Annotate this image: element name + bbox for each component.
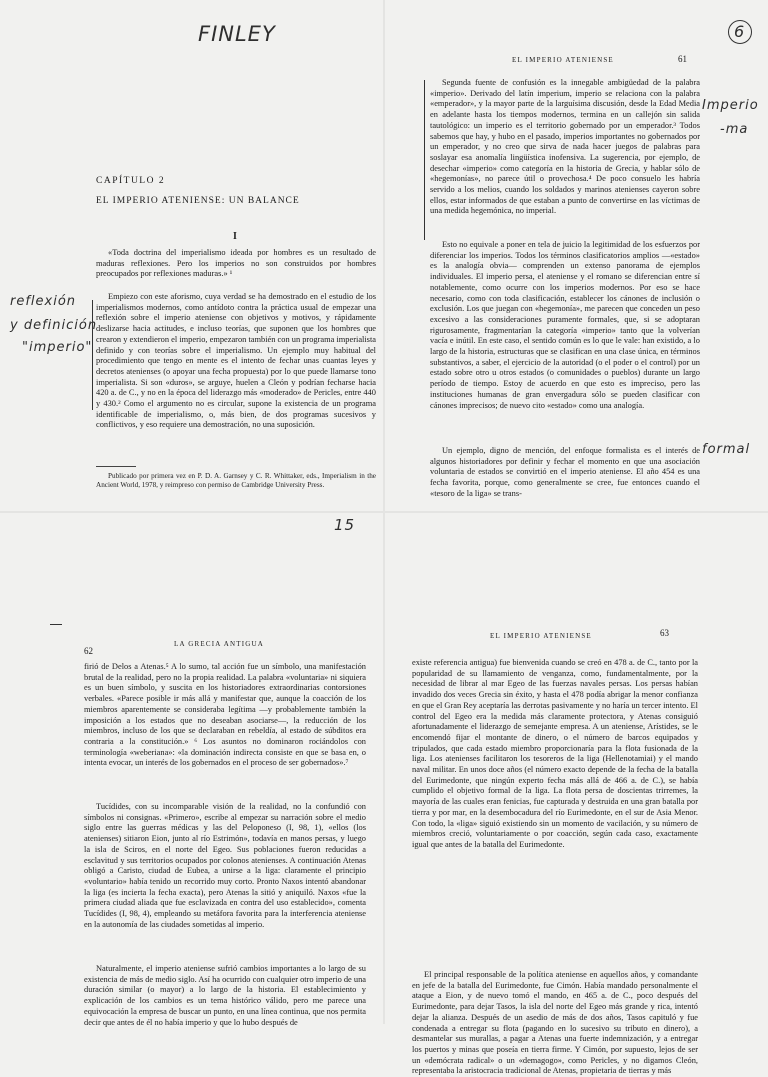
page-top-right: [334, 0, 768, 534]
handwritten-name: FINLEY: [198, 22, 276, 46]
page-number: 63: [660, 628, 669, 638]
paragraph-3: Un ejemplo, digno de mención, del enfoque formalista es el interés de algunos historiadores por definir y fechar el momento en que una asociación voluntaria de estados se convirtió en el imperio ateniense. El año 454 es una fecha favorita, porque, como generalmente se cree, fue entonces cuando el «tesoro de la liga» se trans-: [430, 446, 700, 498]
margin-note-1: reflexión: [10, 294, 77, 309]
margin-tick: [50, 624, 62, 625]
paragraph-body: Empiezo con este aforismo, cuya verdad se ha demostrado en el estudio de los imperialismos modernos, como antídoto contra la práctica usual de empezar una reflexión sobre el imperio ateniense con objetivos y motivos, y rápidamente deslizarse hacia actitudes, e incluso teorías, que suponen que los hombres que crearon y extendieron el imperio, empezaron también con un programa imperialista definido y con teorías sobre el imperialismo. Un ejemplo muy habitual del procedimiento que tengo en mente es el intento de fechar unas cuantas leyes y decretos atenienses (o apoyar una fecha propuesta) por lo que puede llamarse tono imperialista. Si son «duros», se arguye, huelen a Cleón y podrían fecharse hacia 420 a. de C., y no en la época del liderazgo más «moderado» de Pericles, entre 440 y 430.² Como el argumento no es circular, supone la existencia de un programa identificable de imperialismo, o, más bien, de dos programas sucesivos y conflictivos, y eso requiere una demostración, no una suposición.: [96, 292, 376, 430]
margin-bracket: [92, 300, 93, 410]
margin-bracket-right: [424, 80, 425, 240]
running-head: EL IMPERIO ATENIENSE: [490, 632, 592, 640]
paragraph-1: Segunda fuente de confusión es la innegable ambigüedad de la palabra «imperio». Derivado del latín imperium, imperio se relaciona con la palabra «emperador», y la mayor parte de la larguísima discusión, desde la Edad Media en adelante hasta los tiempos modernos, termina en un callejón sin salida tautológico: un imperio es el territorio gobernado por un emperador.³ Todos sabemos que hay, y hubo en el pasado, imperios importantes no gobernados por un emperador, y no creo que sirva de nada hacer juegos de palabras para soslayar esa anomalía lingüística inofensiva. La sugerencia, por ejemplo, de desechar «imperio» como categoría en la historia de Grecia, y hablar sólo de «hegemonías», no parece útil o provechosa.⁴ De poco consuelo les habría servido a los melios, cuando los soldados y marinos atenienses cayeron sobre ellos, estar informados de que estaban a punto de convertirse en las víctimas de una medida hegemónica, no imperial.: [430, 78, 700, 216]
margin-note-3: "imperio": [22, 340, 93, 355]
page-bottom-right: [384, 512, 768, 1076]
page-number: 61: [678, 54, 687, 64]
margin-note-2: y definición: [10, 318, 98, 333]
margin-note-right-2: -ma: [720, 122, 749, 137]
paragraph-1: firió de Delos a Atenas.⁵ A lo sumo, tal acción fue un símbolo, una manifestación brutal de la realidad, pero no la propia realidad. La palabra «voluntaria» ni siquiera es un buen símbolo, y suscita en los historiadores extraordinarias contorsiones verbales. «Parece posible ir más allá y manifestar que, aunque la coacción de los miembros aparentemente se consideraba legítima —y probablemente también la imposición a los estados que no deseaban asociarse—, la reducción de los miembros, incluso de los que se declaraban en rebeldía, al estado de súbditos era contraria a la constitución.» ⁶ Los asuntos no dominaron rociándolos con terminología «weberiana»: «la dominación indirecta consiste en que se basa en, o intenta evocar, un interés de los gobernados en el proceso de ser gobernados».⁷: [84, 662, 366, 768]
page-bottom-left: [0, 512, 384, 1027]
footnote: Publicado por primera vez en P. D. A. Garnsey y C. R. Whittaker, eds., Imperialism in the Ancient World, 1978, y reimpreso con permiso de Cambridge University Press.: [96, 472, 376, 489]
paragraph-2: Tucídides, con su incomparable visión de la realidad, no la confundió con símbolos ni consignas. «Primero», escribe al empezar su narración sobre el medio siglo entre las guerras médicas y las del Peloponeso (I, 98, 1), «ellos (los atenienses) sitiaron Eion, junto al río Estrimón», todavía en manos persas, y luego la isla de Sciros, en el norte del Egeo. Sus poblaciones fueron reducidas a esclavitud y sus territorios ocupados por colonos atenienses. A continuación Atenas obligó a Caristo, ciudad de Eubea, a unirse a la liga: claramente el principio «voluntario» había tenido un recorrido muy corto. Pronto Naxos intentó abandonar la liga (es incierta la fecha exacta), pero Atenas la sitió y aniquiló. Naxos «fue la primera ciudad aliada que fue esclavizada en contra del uso establecido», comenta Tucídides (I, 98, 4), empleando su metáfora favorita para la interferencia ateniense en la autonomía de las ciudades sometidas al imperio.: [84, 802, 366, 929]
chapter-title: EL IMPERIO ATENIENSE: UN BALANCE: [96, 196, 300, 206]
page-number: 62: [84, 646, 93, 656]
paragraph-epigraph: «Toda doctrina del imperialismo ideada por hombres es un resultado de maduras reflexiones. Pero los imperios no son construidos por hombres preocupados por reflexiones maduras.» ¹: [96, 248, 376, 279]
paragraph-2: El principal responsable de la política ateniense en aquellos años, y comandante en jefe de la batalla del Eurimedonte, fue Cimón. Había mandado personalmente el ataque a Eion, y de nuevo tomó el mando, en 465 a. de C., poco después del Eurimedonte, para dejar Tasos, la isla del norte del Egeo más grande y rica, intentó dejar la alianza. Después de un asedio de más de dos años, Tasos capituló y fue condenada a entregar su flota (pagando en lo sucesivo su tributo en dinero), a desmantelar sus murallas, a pagar a Atenas una fuerte indemnización, y a entregar los puertos y minas que poseía en tierra firme. Y Cimón, por supuesto, lejos de ser un «demócrata radical» o un «demagogo», como Pericles, y no digamos Cleón, representaba la aristocracia tradicional de Atenas, propietaria de tierras y más: [412, 970, 698, 1076]
paragraph-2: Esto no equivale a poner en tela de juicio la legitimidad de los esfuerzos por diferenciar los imperios. Todos los términos clasificatorios amplios —«estado» es la analogía obvia— comprenden un extenso panorama de ejemplos individuales. El imperio persa, el ateniense y el romano se diferencian entre sí notablemente, como ocurre con los imperios modernos. Por eso se hace necesario, como con toda clasificación, establecer los cánones de inclusión o exclusión. Los que juegan con «hegemonía», me parecen que conceden un peso excesivo a las consideraciones puramente formales, que, si se adoptaran rigurosamente, fragmentarían la categoría «imperio» tanto que la volverían vacía e inútil. En este caso, el sentido común es lo que le vale: han existido, a lo largo de la historia, estructuras que se clasifican en una clase única, en términos substantivos, a saber, el ejercicio de la autoridad (o el poder o el control) por un estado sobre otro u otros estados (o comunidades o pueblos) durante un largo período de tiempo. Estoy de acuerdo en que esto es impreciso, pero las instituciones humanas de gran envergadura sólo se pueden clasificar con cánones imprecisos; de nuevo cito «estado» como una analogía.: [430, 240, 700, 410]
paragraph-3: Naturalmente, el imperio ateniense sufrió cambios importantes a lo largo de su existencia de más de medio siglo. Así ha ocurrido con cualquier otro imperio de una duración similar (o mayor) a lo largo de la historia. El establecimiento y explicación de los cambios es un tema histórico válido, pero me parece una equivocación la empresa de buscar un punto, en una línea continua, que nos permita decir que antes de él no había imperio y que lo hubo después de: [84, 964, 366, 1027]
page-top-left: [0, 0, 384, 512]
margin-note-right-3: formal: [702, 442, 751, 457]
chapter-label: CAPÍTULO 2: [96, 176, 166, 186]
circled-number: 6: [734, 22, 746, 41]
running-head: LA GRECIA ANTIGUA: [174, 640, 265, 648]
running-head: EL IMPERIO ATENIENSE: [512, 56, 614, 64]
section-number: I: [233, 231, 237, 242]
footnote-rule: [96, 466, 136, 467]
margin-note-mid: 15: [334, 516, 356, 534]
paragraph-1: existe referencia antigua) fue bienvenida cuando se creó en 478 a. de C., tanto por la popularidad de su llamamiento de venganza, como, fundamentalmente, por la necesidad de librar al mar Egeo de las fuerzas navales persas. Los persas habían invadido dos veces Grecia sin éxito, y hasta el 478 podía abrigar la menor confianza en que el Gran Rey aceptaría las derrotas pasivamente y no haría un tercer intento. El control del Egeo era la medida más claramente protectora, y Atenas consiguió afortunadamente el liderazgo de semejante empresa. A un ateniense, Arístides, se le encomendó fijar el montante de dinero, o el número de barcos equipados y tripulados, que cada estado miembro proporcionaría para la flota fusionada de la liga. Los atenienses facilitaron los tesoreros de la liga (Hellenotamiai) y el mando naval militar. En unos doce años (el número exacto depende de la fecha de la batalla del Eurimedonte, que ningún experto fecha más allá de 466 a. de C.), se había cumplido el objetivo formal de la liga. La flota persa de doscientas trirremes, la mayoría de las cuales eran fenicias, fue capturada y destruida en una gran batalla por tierra y por mar, en la desembocadura del río Eurimedonte, en el sur de Asia Menor. Con todo, la «liga» siguió existiendo sin un momento de vacilación, y su número de miembros creció, voluntariamente o por coacción, según cada caso, exactamente igual que antes de la batalla del Eurimedonte.: [412, 658, 698, 849]
margin-note-right-1: Imperio: [702, 98, 759, 113]
